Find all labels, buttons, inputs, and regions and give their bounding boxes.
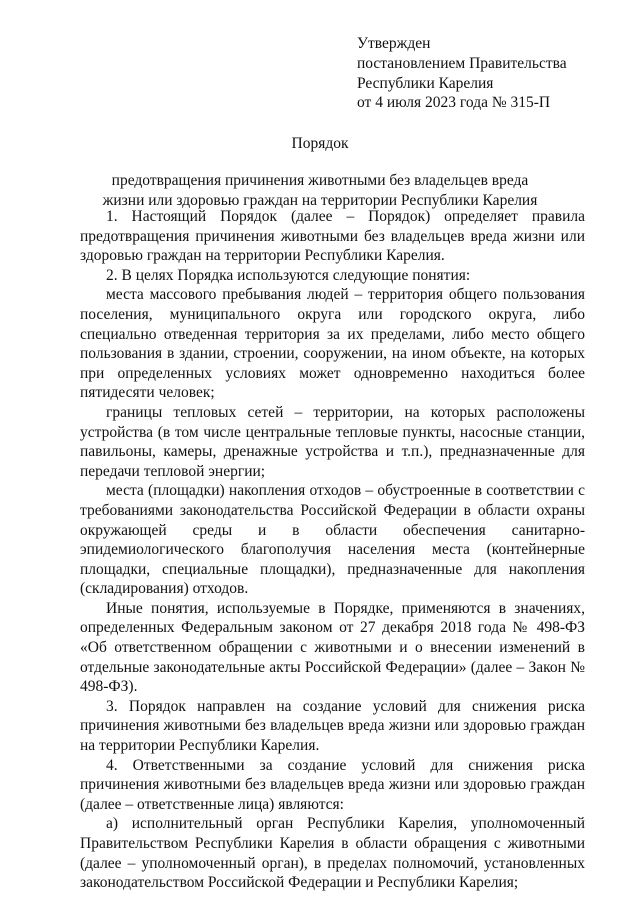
approval-line: Утвержден (357, 35, 431, 52)
approval-stamp (357, 34, 627, 113)
paragraph: 1. Настоящий Порядок (далее – Порядок) определяет правила предотвращения причинения животными без владельцев вреда жизни или здоровью граждан на территории Республики Карелия. (80, 208, 585, 265)
document-title (0, 134, 640, 210)
paragraph: места массового пребывания людей – территория общего пользования поселения, муниципального округа или городского округа, либо специально отведенная территория за их пределами, либо место общего пользования в здании, строении, сооружении, на ином объекте, на которых при определенных условиях может одновременно находиться более пятидесяти человек; (80, 286, 585, 402)
title-heading: Порядок (291, 135, 349, 152)
approval-line: от 4 июля 2023 года № 315-П (357, 94, 551, 112)
paragraph: 4. Ответственными за создание условий для снижения риска причинения животными без владельцев вреда жизни или здоровью граждан (далее – ответственные лица) являются: (80, 756, 585, 813)
paragraph: а) исполнительный орган Республики Карелия, уполномоченный Правительством Республики Карелия в области обращения с животными (далее – уполномоченный орган), в пределах полномочий, установленных законодательством Российской Федерации и Республики Карелия; (80, 815, 585, 892)
title-line: жизни или здоровью граждан на территории Республики Карелия (102, 191, 538, 209)
approval-line: Республики Карелия (357, 74, 494, 92)
paragraph: места (площадки) накопления отходов – обустроенные в соответствии с требованиями законодательства Российской Федерации в области охраны окружающей среды и в области обеспечения санитарно-эпидемиологического благополучия населения места (контейнерные площадки, специальные площадки), предназначенные для накопления (складирования) отходов. (80, 482, 585, 598)
paragraph: границы тепловых сетей – территории, на которых расположены устройства (в том числе центральные тепловые пункты, насосные станции, павильоны, камеры, дренажные устройства и т.п.), предназначенные для передачи тепловой энергии; (80, 403, 585, 480)
paragraph: Иные понятия, используемые в Порядке, применяются в значениях, определенных Федеральным законом от 27 декабря 2018 года № 498-ФЗ «Об ответственном обращении с животными и о внесении изменений в отдельные законодательные акты Российской Федерации» (далее – Закон № 498-ФЗ). (80, 599, 585, 696)
title-line: предотвращения причинения животными без владельцев вреда (111, 171, 529, 189)
approval-line: постановлением Правительства (357, 54, 567, 72)
document-body (80, 207, 585, 893)
paragraph: 2. В целях Порядка используются следующие понятия: (106, 266, 471, 284)
paragraph: 3. Порядок направлен на создание условий для снижения риска причинения животными без владельцев вреда жизни или здоровью граждан на территории Республики Карелия. (80, 697, 585, 755)
